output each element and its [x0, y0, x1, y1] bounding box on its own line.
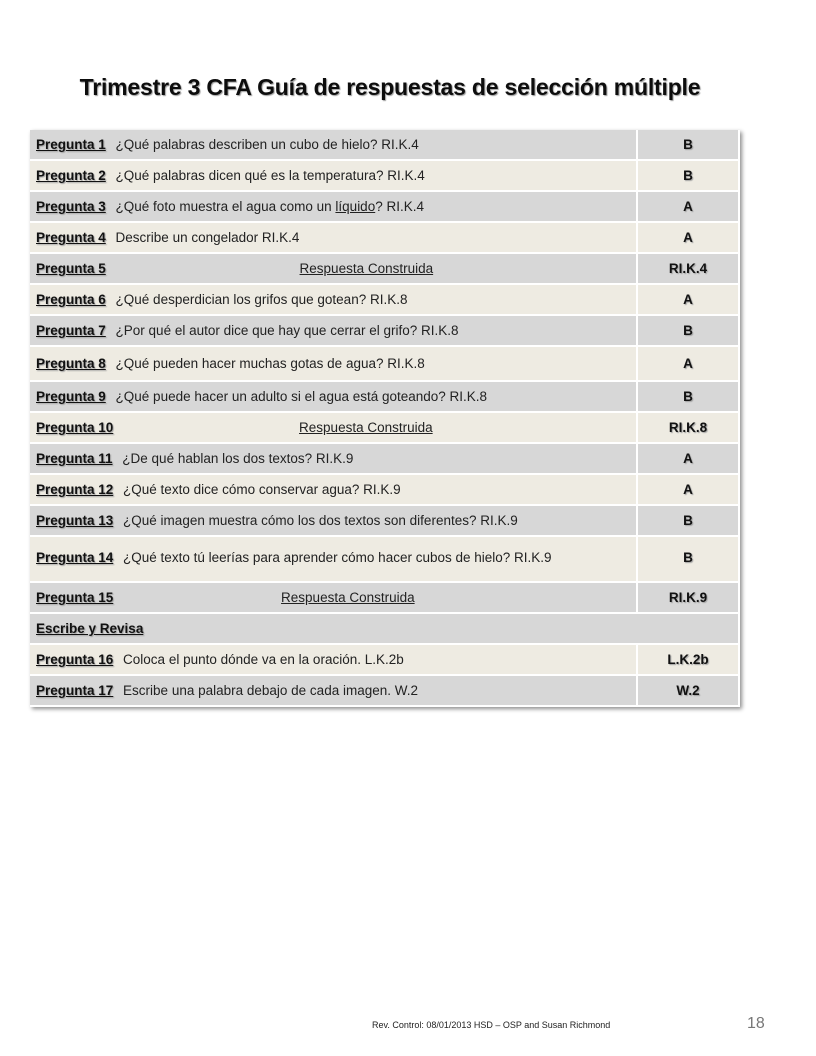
table-row	[30, 537, 740, 583]
answer-cell: B	[638, 130, 740, 161]
question-cell	[30, 285, 638, 316]
question-label: Pregunta 3	[36, 199, 106, 214]
question-label: Pregunta 11	[36, 451, 113, 466]
question-label: Pregunta 5	[36, 261, 106, 276]
table-row	[30, 254, 740, 285]
table-row	[30, 645, 740, 676]
question-label: Pregunta 4	[36, 230, 106, 245]
question-label: Pregunta 8	[36, 356, 106, 371]
question-cell	[30, 382, 638, 413]
answer-cell: A	[638, 444, 740, 475]
question-cell	[30, 161, 638, 192]
question-label: Pregunta 10	[36, 420, 114, 435]
table-row	[30, 444, 740, 475]
question-text: ¿De qué hablan los dos textos? RI.K.9	[122, 451, 354, 466]
question-text: ¿Por qué el autor dice que hay que cerrar el grifo? RI.K.8	[115, 323, 459, 338]
table-row	[30, 506, 740, 537]
answer-cell: RI.K.8	[638, 413, 740, 444]
answer-cell: A	[638, 223, 740, 254]
question-text-end: ? RI.K.4	[375, 199, 424, 214]
question-text	[116, 199, 424, 214]
question-cell	[30, 475, 638, 506]
question-label: Pregunta 2	[36, 168, 106, 183]
question-cell	[30, 506, 638, 537]
answer-cell: RI.K.4	[638, 254, 740, 285]
question-cell	[30, 192, 638, 223]
question-label: Pregunta 15	[36, 590, 114, 605]
answer-cell: A	[638, 285, 740, 316]
page-title: Trimestre 3 CFA Guía de respuestas de selección múltiple	[79, 74, 701, 100]
question-label: Pregunta 6	[36, 292, 106, 307]
question-text: ¿Qué imagen muestra cómo los dos textos son diferentes? RI.K.9	[123, 513, 518, 528]
page-number: 18	[747, 1015, 765, 1032]
question-text: Coloca el punto dónde va en la oración. L.K.2b	[123, 652, 404, 667]
question-text: Describe un congelador RI.K.4	[115, 230, 300, 245]
answer-cell: A	[638, 192, 740, 223]
table-row	[30, 382, 740, 413]
answer-cell: B	[638, 316, 740, 347]
question-cell	[30, 223, 638, 254]
answer-cell: W.2	[638, 676, 740, 707]
question-text-start: ¿Qué foto muestra el agua como un	[115, 199, 336, 214]
table-row	[30, 316, 740, 347]
question-cell	[30, 130, 638, 161]
question-cell	[30, 645, 638, 676]
answer-cell: A	[638, 475, 740, 506]
question-label: Pregunta 1	[36, 137, 106, 152]
question-cell	[30, 537, 638, 583]
question-text: ¿Qué texto tú leerías para aprender cómo hacer cubos de hielo? RI.K.9	[123, 550, 552, 565]
underlined-word: líquido	[335, 199, 376, 214]
answer-key-table	[30, 130, 740, 707]
question-text: ¿Qué puede hacer un adulto si el agua está goteando? RI.K.8	[115, 389, 488, 404]
question-cell	[30, 316, 638, 347]
question-text: ¿Qué palabras describen un cubo de hielo? RI.K.4	[115, 137, 419, 152]
answer-cell: B	[638, 161, 740, 192]
answer-cell: B	[638, 382, 740, 413]
question-label: Pregunta 12	[36, 482, 114, 497]
table-row	[30, 583, 740, 614]
question-text: ¿Qué palabras dicen qué es la temperatura? RI.K.4	[115, 168, 425, 183]
section-label: Escribe y Revisa	[36, 621, 144, 636]
question-cell	[30, 583, 638, 614]
question-text: ¿Qué desperdician los grifos que gotean? RI.K.8	[115, 292, 408, 307]
question-cell	[30, 676, 638, 707]
question-text: ¿Qué texto dice cómo conservar agua? RI.K.9	[123, 482, 401, 497]
table-row	[30, 676, 740, 707]
question-label: Pregunta 14	[36, 550, 114, 565]
table-row	[30, 161, 740, 192]
table-row	[30, 347, 740, 382]
table-row	[30, 475, 740, 506]
question-cell	[30, 444, 638, 475]
answer-cell: A	[638, 347, 740, 382]
answer-cell: RI.K.9	[638, 583, 740, 614]
question-label: Pregunta 7	[36, 323, 106, 338]
table-row	[30, 223, 740, 254]
answer-cell: B	[638, 537, 740, 583]
question-cell	[30, 413, 638, 444]
table-row	[30, 130, 740, 161]
question-label: Pregunta 16	[36, 652, 114, 667]
question-label: Pregunta 9	[36, 389, 106, 404]
question-text: ¿Qué pueden hacer muchas gotas de agua? RI.K.8	[115, 356, 425, 371]
table-row	[30, 192, 740, 223]
question-cell	[30, 347, 638, 382]
question-label: Pregunta 17	[36, 683, 114, 698]
constructed-response-heading: Respuesta Construida	[281, 590, 415, 605]
question-text: Escribe una palabra debajo de cada imagen. W.2	[123, 683, 418, 698]
answer-key-table-wrapper	[30, 130, 740, 707]
table-row	[30, 285, 740, 316]
constructed-response-heading: Respuesta Construida	[299, 261, 434, 276]
section-row	[30, 614, 740, 645]
revision-footer: Rev. Control: 08/01/2013 HSD – OSP and Susan Richmond	[372, 1020, 611, 1030]
table-row	[30, 413, 740, 444]
answer-cell: B	[638, 506, 740, 537]
constructed-response-heading: Respuesta Construida	[299, 420, 433, 435]
question-cell	[30, 254, 638, 285]
section-cell	[30, 614, 740, 645]
question-label: Pregunta 13	[36, 513, 114, 528]
answer-cell: L.K.2b	[638, 645, 740, 676]
